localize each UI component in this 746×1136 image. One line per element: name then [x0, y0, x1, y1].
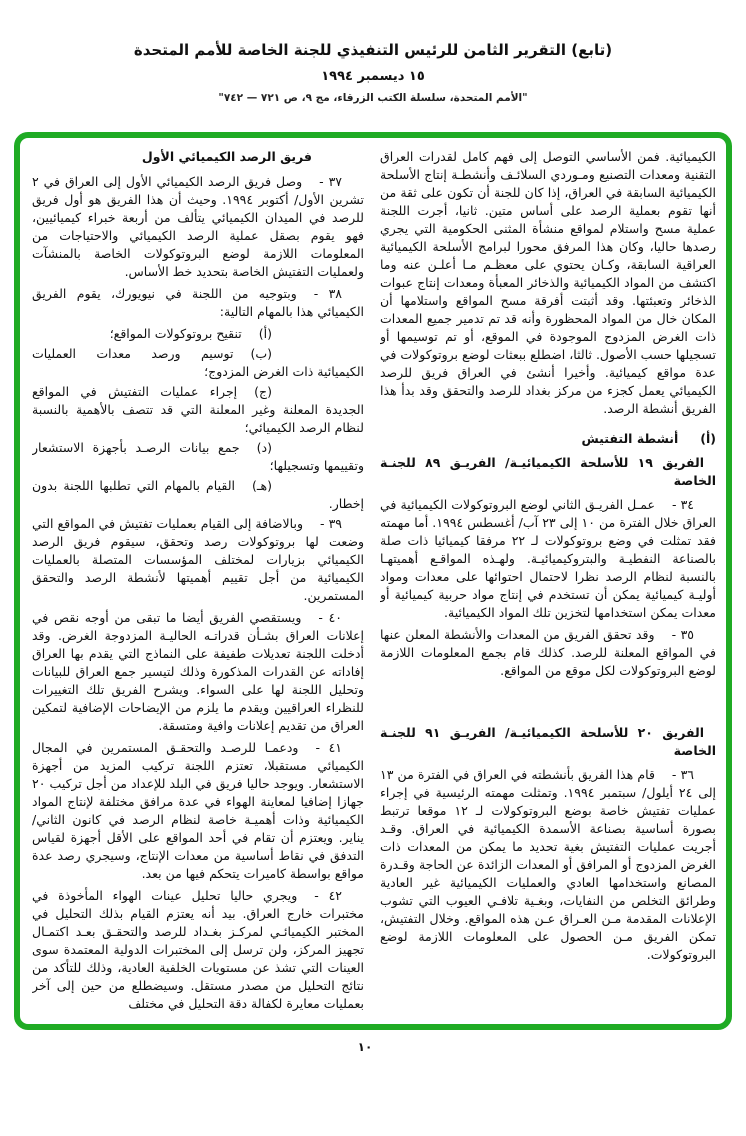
- paragraph-37: ٣٧ -وصل فريق الرصد الكيميائي الأول إلى العراق في ٢ تشرين الأول/ أكتوبر ١٩٩٤. وحيث أن هذا الفريق هو أول فريق للرصد في الميدان الكيميائي يتألف من أربعة خبراء كيميائيين، فهو يقوم بصقل عملية الرصد الكيميائي والاحتياجات من المعلومات اللازمة لوضع البروتوكولات الخاصة بالمنشآت ولعمليات التفتيش الخاصة بتحديد خط الأساس.: [32, 174, 365, 279]
- paragraph-36: ٣٦ -قام هذا الفريق بأنشطته في العراق في الفترة من ١٣ إلى ٢٤ أيلول/ سبتمبر ١٩٩٤. وتمثلت مهمته الرئيسية في إجراء عمليات تفتيش خاصة بوضع البروتوكولات لـ ١٢ موقعا ترتبط بصورة أساسية بصناعة الأسمدة الكيميائية في العراق. وقـد أجريت عمليات التفتيش بغية تحديد ما يمكن من المعدات ذات الغرض المزدوج أو المرافق أو المعدات الزائدة عن الحاجة وقـدرة المصانع واستخدامها العادي والعمليات الكيميائية غير العادية وطرائق التخلص من النفايات، وبغـية تلافـي العيوب التي تشوب الإعلانات المقدمة مـن العـراق عـن هذه المواقع. وخلال التفتيش، تمكن الفريق مـن الحصول على المعلومات اللازمة لوضع البروتوكولات.: [380, 767, 716, 962]
- list-marker: (أ): [258, 326, 272, 341]
- document-title: (تابع) التقرير الثامن للرئيس التنفيذي للجنة الخاصة للأمم المتحدة: [133, 41, 613, 59]
- document-date: ١٥ ديسمبر ١٩٩٤: [321, 69, 425, 84]
- paragraph-41: ٤١ -ودعمـا للرصـد والتحقـق المستمرين في المجال الكيميائي مستقبلا، تعتزم اللجنة تركيب المزيد من أجهزة الاستشعار. ويوجد حاليا فريق في البلد للإعداد من أجل تركيب ٢٠ جهازا إضافيا لمعاينة الهواء في عدة مرافق مختلفة لإنتاج المواد الكيميائية وذات أهميـة خاصة لنظام الرصد في كانون الثاني/ يناير. ويعتزم أن تقام في أحد المواقع على الأقل أجهزة لقياس التدفق في نقاط أساسية من معدات الإنتاج، وسيجري رصد عدة مواقع بواسطة كاميرات يتحكم فيها من بعد.: [32, 740, 364, 881]
- list-item-e: (هـ)القيام بالمهام التي تطلبها اللجنة بدون إخطار.: [32, 478, 364, 511]
- heading-team-19: الفريق ١٩ للأسلحة الكيميائيـة/ الفريـق ٨٩ للجنـة الخاصة: [380, 455, 716, 488]
- section-heading-inspection-activities: [380, 430, 716, 448]
- list-marker: (د): [256, 440, 272, 455]
- list-item-c: (ج)إجراء عمليات التفتيش في المواقع الجديدة المعلنة وغير المعلنة التي قد تتصف بالأهمية بالنسبة لنظام الرصد الكيميائي؛: [32, 384, 364, 435]
- paragraph-34: ٣٤ -عمـل الفريـق الثاني لوضع البروتوكولات الكيميائية في العراق خلال الفترة من ١٠ إلى ٢٣ آب/ أغسطس ١٩٩٤. أما مهمته فقد تمثلت في وضع بروتوكولات لـ ٢٢ مرفقا كيميائيا ذات صلة بالصناعة النفطيـة والبتروكيميائيـة. ولهـذه المواقـع أهميتهـا بالنسبة لنظام الرصد نظرا لاحتمال احتوائها على معدات ومواد أوليـة كيميائية يمكن أن تستخدم في إنتاج مواد حربية كيميائية أو معدات يمكن استخدامها لتخزين تلك المواد الكيميائية.: [380, 497, 716, 620]
- paragraph-35: ٣٥ -وقد تحقق الفريق من المعدات والأنشطة المعلن عنها في المواقع المعلنة للرصد. كذلك قام بجمع المعلومات اللازمة لوضع البروتوكولات لكل موقع من المواقع.: [380, 627, 716, 678]
- section-marker: (أ): [700, 431, 716, 446]
- paragraph-40: ٤٠ -ويستقصي الفريق أيضا ما تبقى من أوجه نقص في إعلانات العراق بشـأن قدراتـه الحاليـة المزدوجة الغرض. وقد أدخلت اللجنة تعديلات طفيفة على النماذج التي يقدم بها العراق إفاداته عن القدرات المذكورة وذلك لتيسير جمع العراق للبيانات وتحليل اللجنة لها على السواء. ويشرح الفريق تلك التغييرات للنظراء العراقيين ويقدم ما يلزم من الإيضاحات الإضافية لتمكين العراق من تقديم إعلانات وافية ومتسقة.: [32, 610, 364, 733]
- list-marker: (ب): [250, 346, 272, 361]
- paragraph-number: ٤٢ -: [314, 888, 342, 903]
- paragraph-number: ٣٩ -: [320, 516, 343, 531]
- list-item-a: (أ)تنقيح بروتوكولات المواقع؛: [109, 326, 272, 341]
- list-marker: (هـ): [251, 478, 272, 493]
- green-border-frame: [14, 132, 732, 1030]
- list-marker: (ج): [254, 384, 272, 399]
- document-header: [0, 0, 746, 104]
- paragraph-number: ٣٨ -: [313, 286, 342, 301]
- list-item-d: (د)جمع بيانات الرصـد بأجهزة الاستشعار وتقييمها وتسجيلها؛: [32, 440, 364, 473]
- heading-team-20: الفريق ٢٠ للأسلحة الكيميائيـة/ الفريـق ٩١ للجنـة الخاصة: [380, 725, 716, 758]
- paragraph-number: ٣٧ -: [319, 174, 343, 189]
- paragraph-42: ٤٢ -ويجري حاليا تحليل عينات الهواء المأخوذة في مختبرات خارج العراق. بيد أنه يعتزم القيام بذلك التحليل في المختبر الكيميائـي لمركـز بغـداد للرصد والتحقـق بعـد اكتمـال تجهيز المركز، ولن ترسل إلى المختبرات الدولية المعتمدة سوى العينات التي تشذ عن مستويات الخلفية العادية، وذلك للتأكد من نتائج التحليل من مصدر مستقل. وسيضطلع من حين إلى آخر بعمليات معايرة لكفالة دقة التحليل في مختلف: [32, 888, 364, 1011]
- document-source-citation: "الأمم المتحدة، سلسلة الكتب الزرقاء، مج ٩، ص ٧٢١ — ٧٤٢": [218, 92, 528, 104]
- paragraph-38: ٣٨ -وبتوجيه من اللجنة في نيويورك، يقوم الفريق الكيميائي هذا بالمهام التالية:: [32, 286, 364, 319]
- section-title: أنشطة التفتيش: [581, 431, 679, 446]
- paragraph-number: ٣٥ -: [671, 627, 695, 642]
- paragraph-number: ٣٦ -: [671, 767, 694, 782]
- column-right: [380, 148, 720, 1016]
- paragraph-continuation: الكيميائية. فمن الأساسي التوصل إلى فهم كامل لقدرات العراق التقنية ومعدات التصنيع ومـوردي السلائـف وأنشطـة إنتاج الأسلحة الكيميائية السابقة في العراق، إذا كان للجنة أن تكون على ثقة من أنها تقوم بعملية الرصد على أساس متين. ثانيا، أجرت اللجنة عملية مسح واستلام لمواقع منشأة المثنى الحكومية التي يجري رصدها حاليا، وكان هذا المرفق محورا لبرامج الأسلحة الكيميائية العراقية السابقة، وكـان يحتوي على معظـم مـا أعلـن عنه وما اكتشف من المواد الكيميائية والذخائر المعبأة ومعدات إنتاج عبوات الذخائر وتعبئتها. وقد أثبتت أفرقة مسح المواقع واستلامها أن المكان خال من المواد المحظورة وأنه قد تم تدمير جميع المعدات ذات الغرض المزدوج الموجودة في الموقع، أو تم توسيمها أو تسجيلها حسب الأصول. ثالثا، اضطلع ببعثات لوضع بروتوكولات في عدة مواقع كيميائية. وأخيرا أنشئ في العراق فريق للرصد الكيميائي يعمل كجزء من مركز بغداد للرصد والتحقق وقد بدأ هذا الفريق أنشطة الرصد.: [380, 149, 716, 416]
- paragraph-39: ٣٩ -وبالاضافة إلى القيام بعمليات تفتيش في المواقع التي وضعت لها بروتوكولات رصد وتحقق، سيقوم فريق الرصد الكيميائي بزيارات لمختلف المؤسسات المتصلة بالعمليات الكيميائية من أجل تقييم أهميتها لأنشطة الرصد والتحقق المستمرين.: [32, 516, 364, 603]
- paragraph-number: ٤٠ -: [318, 610, 342, 625]
- column-left: [32, 148, 366, 1016]
- heading-first-chemical-monitoring-group: فريق الرصد الكيميائي الأول: [141, 149, 312, 164]
- paragraph-number: ٤١ -: [315, 740, 342, 755]
- list-item-b: (ب)توسيم ورصد معدات العمليات الكيميائية ذات الغرض المزدوج؛: [32, 346, 364, 379]
- page-number: ١٠: [357, 1040, 373, 1054]
- paragraph-number: ٣٤ -: [671, 497, 695, 512]
